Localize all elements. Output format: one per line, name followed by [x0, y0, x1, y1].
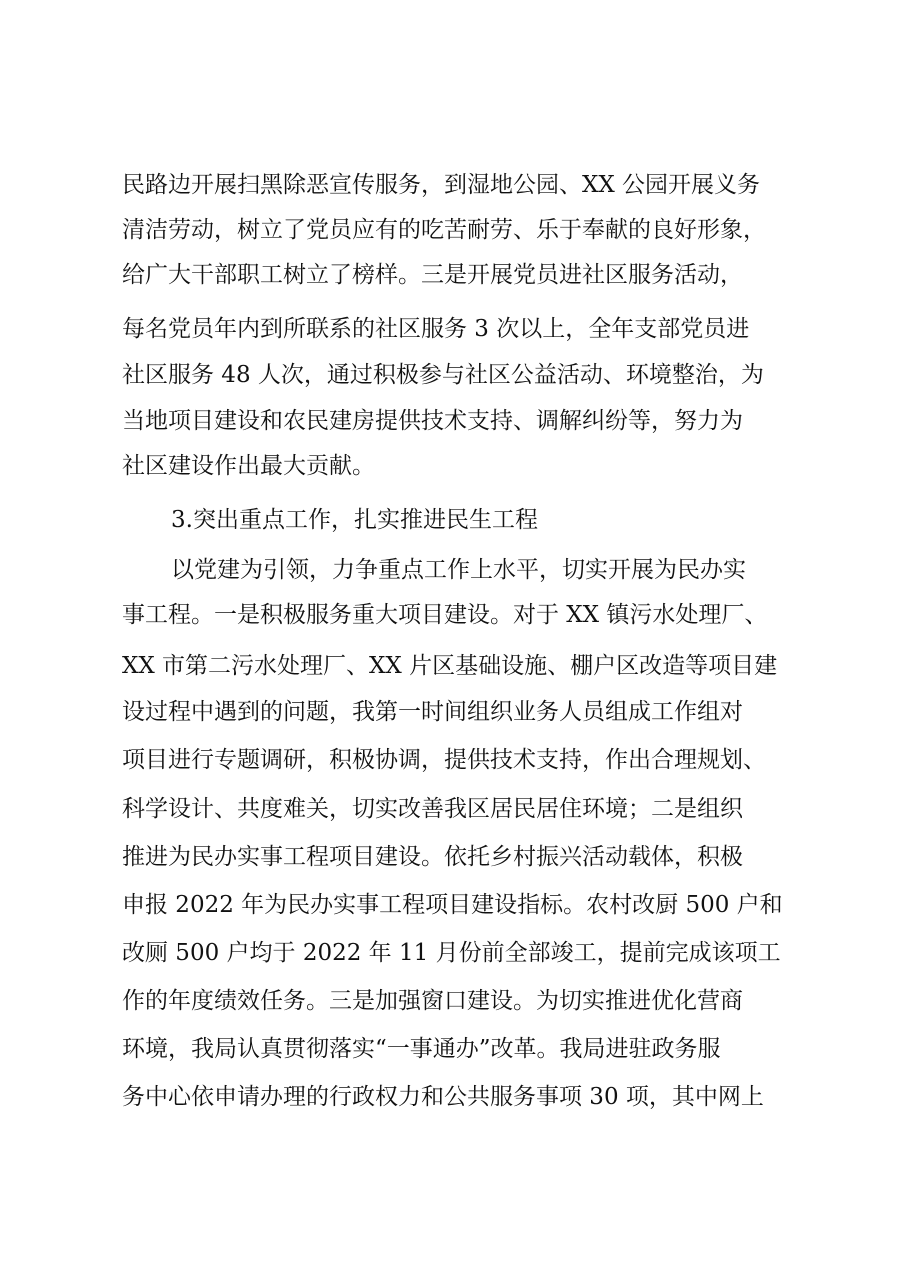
body-text-line: 设过程中遇到的问题，我第一时间组织业务人员组成工作组对: [122, 699, 743, 725]
body-text-line: 社区建设作出最大贡献。: [122, 453, 375, 479]
body-text-line: 每名党员年内到所联系的社区服务 3 次以上，全年支部党员进: [122, 316, 750, 342]
body-text-line: 项目进行专题调研，积极协调，提供技术支持，作出合理规划、: [122, 747, 766, 773]
section-heading: 3.突出重点工作，扎实推进民生工程: [171, 507, 538, 533]
body-text-line: XX 市第二污水处理厂、XX 片区基础设施、棚户区改造等项目建: [122, 653, 778, 679]
body-text-line: 清洁劳动，树立了党员应有的吃苦耐劳、乐于奉献的良好形象，: [122, 217, 766, 243]
body-text-line: 当地项目建设和农民建房提供技术支持、调解纠纷等，努力为: [122, 408, 743, 434]
body-text-line: 申报 2022 年为民办实事工程项目建设指标。农村改厨 500 户和: [122, 892, 783, 918]
body-text-line: 事工程。一是积极服务重大项目建设。对于 XX 镇污水处理厂、: [122, 602, 768, 628]
body-text-line: 给广大干部职工树立了榜样。三是开展党员进社区服务活动，: [122, 262, 743, 288]
body-text-line: 社区服务 48 人次，通过积极参与社区公益活动、环境整治，为: [122, 362, 764, 388]
body-text-line: 改厕 500 户均于 2022 年 11 月份前全部竣工，提前完成该项工: [122, 940, 781, 966]
body-text-line: 环境，我局认真贯彻落实“一事通办”改革。我局进驻政务服: [122, 1036, 721, 1062]
body-text-line: 务中心依申请办理的行政权力和公共服务事项 30 项，其中网上: [122, 1084, 764, 1110]
body-text-line: 民路边开展扫黑除恶宣传服务，到湿地公园、XX 公园开展义务: [122, 172, 761, 198]
body-text-line: 以党建为引领，力争重点工作上水平，切实开展为民办实: [171, 557, 746, 583]
body-text-line: 科学设计、共度难关，切实改善我区居民居住环境；二是组织: [122, 796, 743, 822]
body-text-line: 推进为民办实事工程项目建设。依托乡村振兴活动载体，积极: [122, 844, 743, 870]
body-text-line: 作的年度绩效任务。三是加强窗口建设。为切实推进优化营商: [122, 988, 743, 1014]
